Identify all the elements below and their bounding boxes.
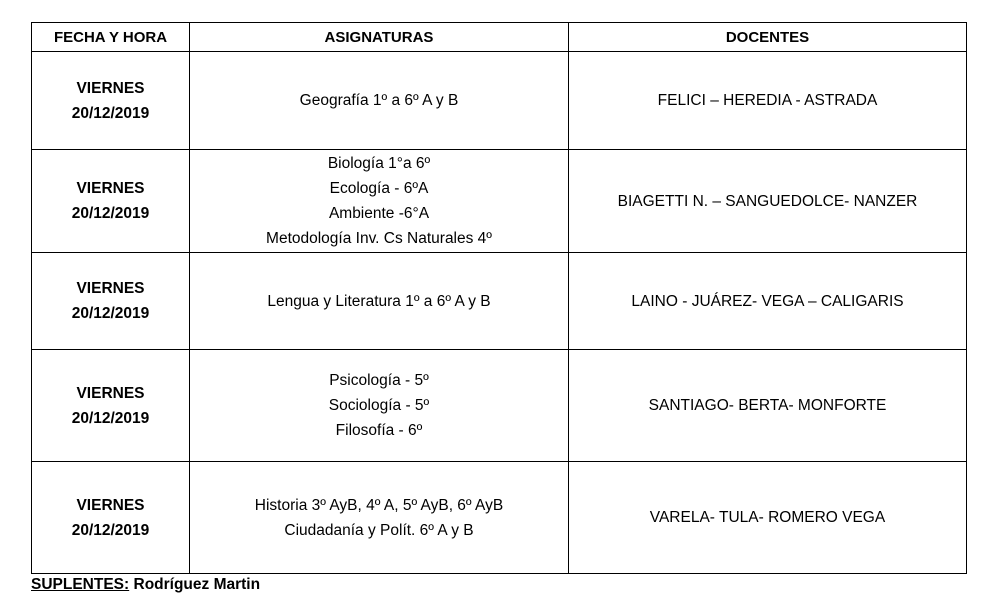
- subject: Geografía 1º a 6º A y B: [299, 92, 459, 109]
- subjects-cell: [190, 350, 569, 462]
- header-teachers: DOCENTES: [569, 23, 967, 52]
- date-cell: [32, 150, 190, 253]
- date: 20/12/2019: [71, 409, 150, 427]
- weekday: VIERNES: [76, 79, 145, 97]
- date-cell: [32, 350, 190, 462]
- header-row: [32, 23, 967, 52]
- teachers-cell: LAINO - JUÁREZ- VEGA – CALIGARIS: [569, 253, 967, 350]
- header-subjects: ASIGNATURAS: [190, 23, 569, 52]
- weekday: VIERNES: [76, 384, 145, 402]
- subject: Sociología - 5º: [328, 397, 430, 414]
- subject: Biología 1°a 6º: [327, 155, 431, 172]
- date-cell: [32, 462, 190, 574]
- date: 20/12/2019: [71, 104, 150, 122]
- weekday: VIERNES: [76, 496, 145, 514]
- subject: Historia 3º AyB, 4º A, 5º AyB, 6º AyB: [254, 496, 504, 514]
- date: 20/12/2019: [71, 305, 150, 322]
- teachers-cell: SANTIAGO- BERTA- MONFORTE: [569, 350, 967, 462]
- subjects-cell: [190, 253, 569, 350]
- weekday: VIERNES: [76, 180, 145, 197]
- subjects-cell: [190, 462, 569, 574]
- teachers-cell: VARELA- TULA- ROMERO VEGA: [569, 462, 967, 574]
- subject: Lengua y Literatura 1º a 6º A y B: [267, 292, 491, 310]
- table-row: [32, 350, 967, 462]
- header-date: FECHA Y HORA: [32, 23, 190, 52]
- subjects-cell: [190, 150, 569, 253]
- table-row: [32, 253, 967, 350]
- date: 20/12/2019: [71, 205, 150, 222]
- table-row: [32, 150, 967, 253]
- weekday: VIERNES: [76, 280, 145, 297]
- substitutes-name: Rodríguez Martin: [133, 576, 261, 593]
- subject: Metodología Inv. Cs Naturales 4º: [266, 230, 492, 247]
- subject: Psicología - 5º: [329, 372, 429, 389]
- date: 20/12/2019: [71, 521, 150, 539]
- table-row: [32, 462, 967, 574]
- date-cell: [32, 253, 190, 350]
- subject: Filosofía - 6º: [335, 422, 423, 439]
- substitutes-note: [31, 576, 260, 594]
- date-cell: [32, 52, 190, 150]
- substitutes-label: SUPLENTES:: [31, 576, 130, 593]
- subject: Ciudadanía y Polít. 6º A y B: [284, 521, 474, 539]
- table-row: [32, 52, 967, 150]
- subject: Ambiente -6°A: [328, 205, 430, 222]
- teachers-cell: BIAGETTI N. – SANGUEDOLCE- NANZER: [569, 150, 967, 253]
- teachers-cell: FELICI – HEREDIA - ASTRADA: [569, 52, 967, 150]
- subject: Ecología - 6ºA: [329, 180, 429, 197]
- subjects-cell: [190, 52, 569, 150]
- exam-schedule-table: [31, 22, 967, 574]
